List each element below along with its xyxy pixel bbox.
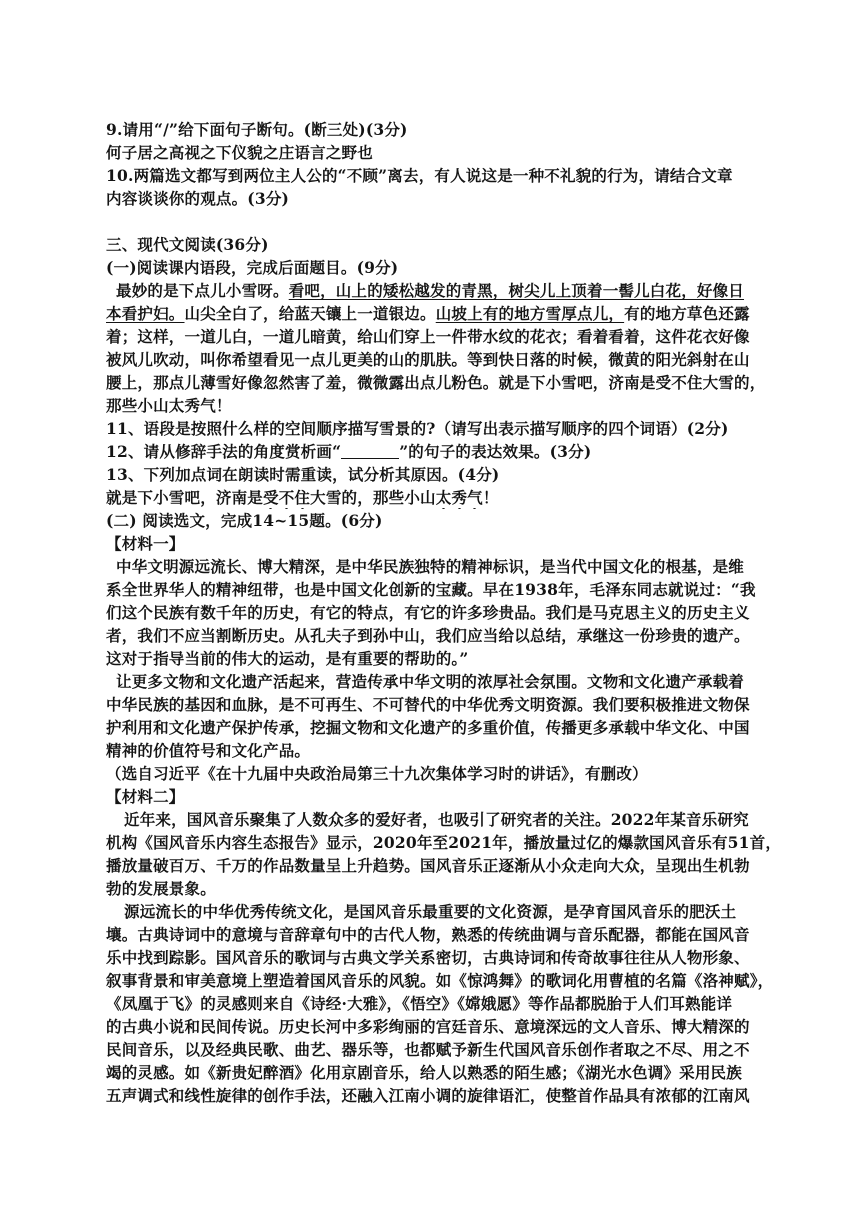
- passage1-text: 山尖全白了，给蓝天镶上一道银边。: [184, 304, 436, 323]
- material2-line: 竭的灵感。如《新贵妃醉酒》化用京剧音乐，给人以熟悉的陌生感；《湖光水色调》采用民族: [106, 1063, 742, 1082]
- underlined-sentence: 山坡上有的地方雪厚点儿，: [435, 304, 625, 323]
- part1-title: (一)阅读课内语段，完成后面题目。(9分): [106, 258, 399, 277]
- material1-source: （选自习近平《在十九届中央政治局第三十九次集体学习时的讲话》，有删改）: [106, 764, 648, 783]
- passage1-line: [106, 302, 796, 325]
- q11: 11、语段是按照什么样的空间顺序描写雪景的?（请写出表示描写顺序的四个词语）(2分): [106, 419, 729, 438]
- passage1-text: 有的地方草色还露: [624, 304, 750, 323]
- passage1-line: [106, 279, 796, 302]
- dotted-char: 不: [278, 488, 295, 507]
- passage1-line: 着；这样，一道儿白，一道儿暗黄，给山们穿上一件带水纹的花衣；看着看着，这件花衣好像: [106, 327, 750, 346]
- q13-sentence: [106, 486, 796, 509]
- page-content: [106, 118, 796, 1107]
- material2-line: 叙事背景和审美意境上塑造着国风音乐的风貌。如《惊鸿舞》的歌词化用曹植的名篇《洛神赋》，: [106, 971, 774, 990]
- q13: 13、下列加点词在朗读时需重读，试分析其原因。(4分): [106, 465, 500, 484]
- material1-title: 【材料一】: [106, 534, 185, 553]
- material1-line: 系全世界华人的精神纽带，也是中国文化创新的宝藏。早在1938年，毛泽东同志就说过：“我: [106, 580, 756, 599]
- material1-line: 精神的价值符号和文化产品。: [106, 741, 311, 760]
- passage1-line: 被风儿吹动，叫你希望看见一点儿更美的山的肌肤。等到快日落的时候，微黄的阳光斜射在山: [106, 350, 750, 369]
- dotted-char: 太: [435, 488, 452, 507]
- material1-line: 们这个民族有数千年的历史，有它的特点，有它的许多珍贵品。我们是马克思主义的历史主义: [106, 603, 750, 622]
- material2-line: 《凤凰于飞》的灵感则来自《诗经·大雅》，《悟空》《嫦娥愿》等作品都脱胎于人们耳熟能详: [106, 994, 733, 1013]
- material1-line: 中华民族的基因和血脉，是不可再生、不可替代的中华优秀文明资源。我们要积极推进文物保: [106, 695, 750, 714]
- q9-prompt: 9.请用“/”给下面句子断句。(断三处)(3分): [106, 120, 408, 139]
- material2-line: 乐中找到踪影。国风音乐的歌词与古典文学关系密切，古典诗词和传奇故事往往从人物形象、: [106, 948, 750, 967]
- part2-title: (二) 阅读选文，完成14~15题。(6分): [106, 511, 383, 530]
- material1-line: 这对于指导当前的伟大的运动，是有重要的帮助的。”: [106, 649, 469, 668]
- spacer: [106, 210, 796, 233]
- material2-line: 勃的发展景象。: [106, 879, 216, 898]
- material2-line: 的古典小说和民间传说。历史长河中多彩绚丽的宫廷音乐、意境深远的文人音乐、博大精深的: [106, 1017, 750, 1036]
- q12-text: ”的句子的表达效果。(3分): [399, 442, 592, 461]
- passage1-line: 那些小山太秀气！: [106, 396, 232, 415]
- underlined-sentence: 本看护妇。: [106, 304, 185, 323]
- q12-text: 12、请从修辞手法的角度赏析画“: [106, 442, 342, 461]
- q9-sentence: 何子居之高视之下仪貌之庄语言之野也: [106, 143, 373, 162]
- q12: [106, 440, 796, 463]
- passage1-text: 最妙的是下点儿小雪呀。: [116, 281, 289, 300]
- section3-title: 三、现代文阅读(36分): [106, 235, 269, 254]
- material1-line: 让更多文物和文化遗产活起来，营造传承中华文明的浓厚社会氛围。文物和文化遗产承载着: [116, 672, 745, 691]
- material1-line: 护利用和文化遗产保护传承，挖掘文物和文化遗产的多重价值，传播更多承载中华文化、中国: [106, 718, 750, 737]
- passage1-line: 腰上，那点儿薄雪好像忽然害了羞，微微露出点儿粉色。就是下小雪吧，济南是受不住大雪的，: [106, 373, 766, 392]
- q13-text: 大雪的，那些小山: [310, 488, 436, 507]
- q13-text: 就是下小雪吧，济南是: [106, 488, 264, 507]
- material1-line: 中华文明源远流长、博大精深，是中华民族独特的精神标识，是当代中国文化的根基，是维: [116, 557, 745, 576]
- dotted-char: 秀: [451, 488, 468, 507]
- q10-line1: 10.两篇选文都写到两位主人公的“不顾”离去，有人说这是一种不礼貌的行为，请结合文章: [106, 166, 733, 185]
- q13-text: ！: [482, 488, 499, 507]
- q10-line2: 内容谈谈你的观点。(3分): [106, 189, 290, 208]
- material1-line: 者，我们不应当割断历史。从孔夫子到孙中山，我们应当给以总结，承继这一份珍贵的遗产。: [106, 626, 750, 645]
- material2-line: 民间音乐，以及经典民歌、曲艺、器乐等，也都赋予新生代国风音乐创作者取之不尽、用之不: [106, 1040, 750, 1059]
- material2-line: 五声调式和线性旋律的创作手法，还融入江南小调的旋律语汇，使整首作品具有浓郁的江南风: [106, 1086, 750, 1105]
- material2-line: 机构《国风音乐内容生态报告》显示，2020年至2021年，播放量过亿的爆款国风音乐有51首，: [106, 833, 782, 852]
- material2-line: 近年来，国风音乐聚集了人数众多的爱好者，也吸引了研究者的关注。2022年某音乐研究: [124, 810, 749, 829]
- dotted-char: 受: [263, 488, 279, 507]
- material2-line: 源远流长的中华优秀传统文化，是国风音乐最重要的文化资源，是孕育国风音乐的肥沃土: [124, 902, 737, 921]
- underline-blank: [341, 444, 399, 459]
- material2-title: 【材料二】: [106, 787, 185, 806]
- dotted-char: 住: [294, 488, 311, 507]
- material2-line: 播放量破百万、千万的作品数量呈上升趋势。国风音乐正逐渐从小众走向大众，呈现出生机勃: [106, 856, 750, 875]
- underlined-sentence: 看吧，山上的矮松越发的青黑，树尖儿上顶着一髻儿白花，好像日: [288, 281, 745, 300]
- material2-line: 壤。古典诗词中的意境与音辞章句中的古代人物，熟悉的传统曲调与音乐配器，都能在国风音: [106, 925, 750, 944]
- dotted-char: 气: [467, 488, 483, 507]
